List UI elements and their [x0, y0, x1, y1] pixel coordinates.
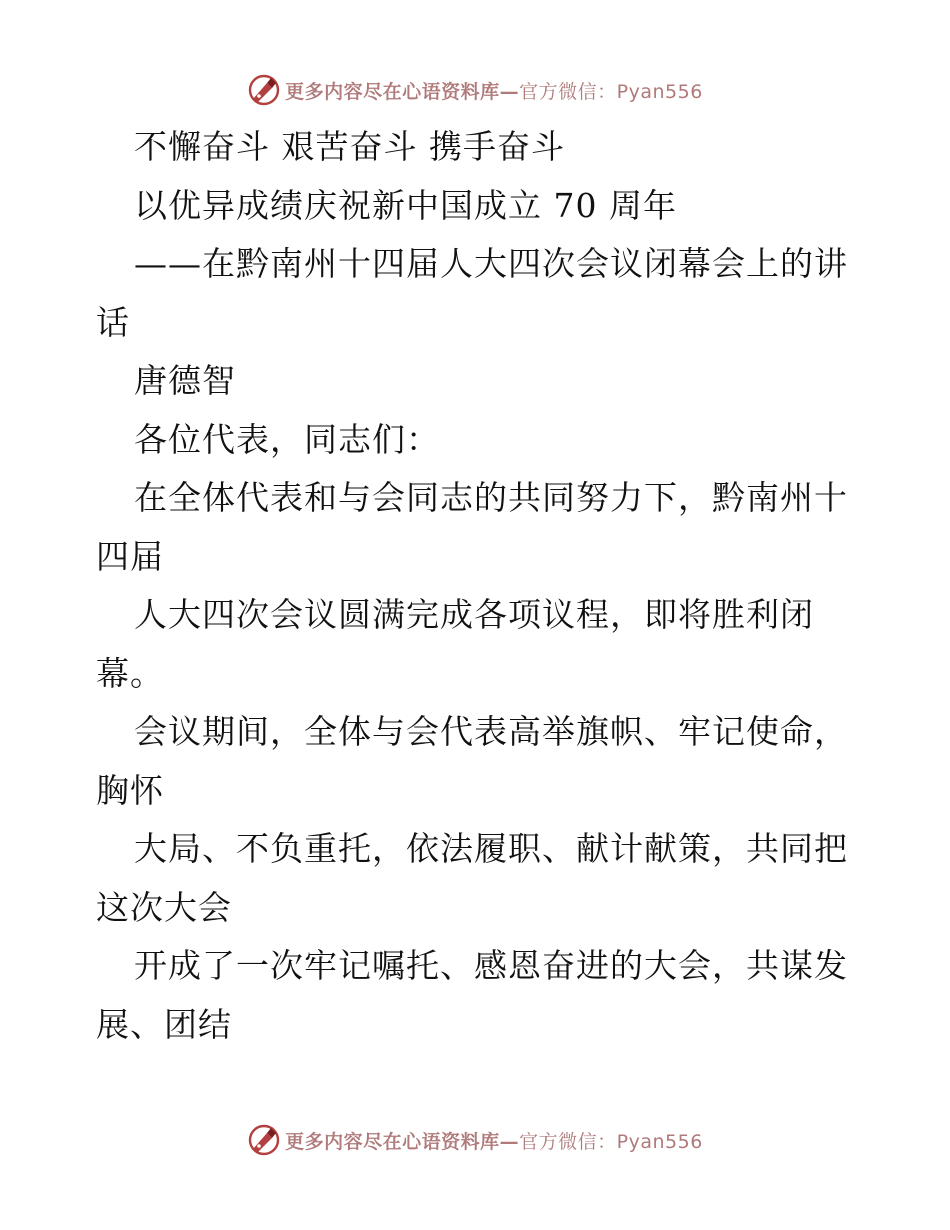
text-line: 各位代表，同志们： — [134, 419, 440, 459]
text-line: 幕。 — [96, 653, 164, 693]
banner-wechat: 官方微信：Pyan556 — [519, 1130, 703, 1153]
document-body — [96, 118, 856, 1054]
text-line: 胸怀 — [96, 770, 164, 810]
banner-wechat: 官方微信：Pyan556 — [519, 80, 703, 103]
text-line: 人大四次会议圆满完成各项议程，即将胜利闭 — [134, 595, 814, 634]
text-line: 这次大会 — [96, 887, 232, 927]
text-line: 会议期间，全体与会代表高举旗帜、牢记使命， — [134, 712, 848, 751]
text-line: 以优异成绩庆祝新中国成立 70 周年 — [134, 185, 677, 225]
text-line: 展、团结 — [96, 1004, 232, 1044]
text-line: 大局、不负重托，依法履职、献计献策，共同把 — [134, 829, 848, 868]
text-line: 不懈奋斗 艰苦奋斗 携手奋斗 — [134, 127, 565, 166]
banner-text: 更多内容尽在心语资料库—官方微信：Pyan556 — [285, 80, 703, 103]
text-line: 唐德智 — [134, 361, 236, 400]
text-line: 在全体代表和与会同志的共同努力下，黔南州十 — [134, 478, 848, 517]
text-line: 话 — [96, 302, 130, 342]
text-line: 四届 — [96, 536, 164, 576]
header-banner — [0, 70, 950, 110]
text-line: ——在黔南州十四届人大四次会议闭幕会上的讲 — [134, 244, 848, 283]
pen-logo-icon — [247, 73, 281, 107]
pen-logo-icon — [247, 1123, 281, 1157]
text-line: 开成了一次牢记嘱托、感恩奋进的大会，共谋发 — [134, 946, 848, 985]
banner-text: 更多内容尽在心语资料库—官方微信：Pyan556 — [285, 1130, 703, 1153]
footer-banner — [0, 1120, 950, 1160]
